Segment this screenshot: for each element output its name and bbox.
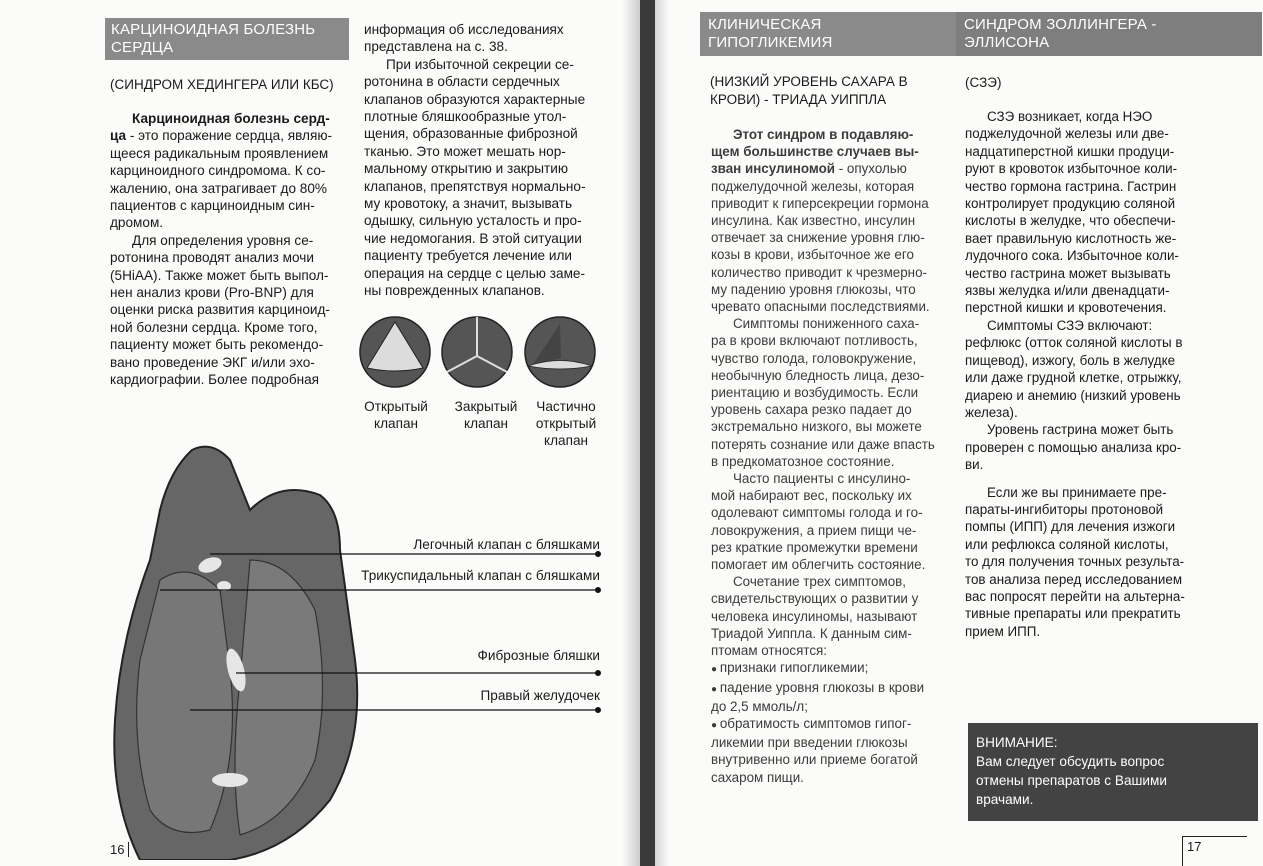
bullet-item: ● признаки гипогликемии; xyxy=(711,659,949,678)
attention-line: отмены препаратов с Вашими xyxy=(976,773,1167,788)
text-line: ликемии при введении глюкозы xyxy=(711,735,908,751)
text-line: Уровень гастрина может быть xyxy=(987,422,1174,438)
text-line: Для определения уровня се- xyxy=(132,232,314,248)
valve-label-line: Открытый xyxy=(364,399,428,414)
valve-label-line: открытый xyxy=(535,416,597,431)
text-line: внутривенно или приеме богатой xyxy=(711,752,918,768)
page-number: 17 xyxy=(1182,836,1247,866)
text-line: до 2,5 ммоль/л; xyxy=(711,698,808,714)
text-line: руют в кровоток избыточное коли- xyxy=(965,161,1178,177)
section-subtitle: (СИНДРОМ ХЕДИНГЕРА ИЛИ КБС) xyxy=(110,77,334,92)
attention-title: ВНИМАНИЕ: xyxy=(976,735,1058,750)
header-line: СИНДРОМ ЗОЛЛИНГЕРА - xyxy=(964,16,1157,33)
header-line: КАРЦИНОИДНАЯ БОЛЕЗНЬ xyxy=(111,21,316,38)
valve-label-line: клапан xyxy=(373,416,419,431)
closed-valve-icon xyxy=(442,317,512,387)
text-line: ра в крови включают потливость, xyxy=(711,333,918,349)
header-line: СЕРДЦА xyxy=(111,39,174,56)
callout-pulmonary-valve: Легочный клапан с бляшками xyxy=(413,537,600,552)
text-line: операция на сердце с целью заме- xyxy=(364,265,585,281)
text-line: нен анализ крови (Pro-BNP) для xyxy=(110,285,314,301)
text-line: чество гормона гастрина. Гастрин xyxy=(965,178,1177,194)
text-line: лудочного сока. Избыточное коли- xyxy=(965,248,1179,264)
fibrous-plaque xyxy=(212,773,248,787)
header-line: ЭЛЛИСОНА xyxy=(964,34,1050,51)
callout-tricuspid-valve: Трикуспидальный клапан с бляшками xyxy=(361,568,600,583)
text-line: чество гастрина может вызывать xyxy=(965,265,1171,281)
callout-fibrous-plaques: Фиброзные бляшки xyxy=(477,648,600,663)
text-line: чревато опасными последствиями. xyxy=(711,299,930,315)
text-line: параты-ингибиторы протоновой xyxy=(965,501,1164,517)
section-header-hypoglycemia xyxy=(700,12,996,56)
text-line: му кровотоку, а значит, вызывать xyxy=(364,196,573,212)
text-line: рез краткие промежутки времени xyxy=(711,539,918,555)
text-line: пищевод), изжогу, боль в желудке xyxy=(965,352,1176,368)
text-line: в предкоматозное состояние. xyxy=(711,453,895,469)
attention-line: Вам следует обсудить вопрос xyxy=(976,754,1165,769)
text-line: представлена на с. 38. xyxy=(364,39,508,55)
section-subtitle: (СЗЭ) xyxy=(965,75,1002,90)
text-line: вано проведение ЭКГ и/или эхо- xyxy=(110,354,315,370)
text-line: ловокружения, а прием пищи че- xyxy=(711,522,917,538)
text-column-2 xyxy=(364,21,598,300)
text-line: или рефлюкса соляной кислоты, xyxy=(965,536,1169,552)
text-line: уровень сахара резко падает до xyxy=(711,402,912,418)
subtitle-line: (НИЗКИЙ УРОВЕНЬ САХАРА В xyxy=(710,74,908,89)
text-line: ной болезни сердца. Кроме того, xyxy=(110,319,318,335)
text-line: мой набирают вес, поскольку их xyxy=(711,488,912,504)
text-line: чие недомогания. В этой ситуации xyxy=(364,230,582,246)
callout-dot xyxy=(595,670,601,676)
section-header-zollinger xyxy=(956,12,1262,56)
text-line: птомам относятся: xyxy=(711,643,827,659)
text-line: оценки риска развития карциноид- xyxy=(110,302,330,318)
text-line: надцатиперстной кишки продуци- xyxy=(965,143,1175,159)
text-column-zollinger xyxy=(965,108,1201,640)
text-line: помогает им облегчить состояние. xyxy=(711,557,926,573)
right-page xyxy=(655,0,1263,866)
text-line: мальному открытию и закрытию xyxy=(364,161,569,177)
text-line: контролирует продукцию соляной xyxy=(965,196,1176,212)
valve-label-line: клапан xyxy=(463,416,509,431)
text-line: щееся радикальным проявлением xyxy=(110,145,329,161)
valve-label-line: Закрытый xyxy=(454,399,518,414)
text-line: При избыточной секреции се- xyxy=(386,56,574,72)
text-line: Сочетание трех симптомов, xyxy=(733,574,906,590)
text-line: клапанов, препятствуя нормально- xyxy=(364,178,586,194)
text-line: пациенту может быть рекомендо- xyxy=(110,337,324,353)
text-line: инсулина. Как известно, инсулин xyxy=(711,213,916,229)
text-line: Триадой Уиппла. К данным сим- xyxy=(711,625,912,641)
text-line: Симптомы СЗЭ включают: xyxy=(987,317,1153,333)
text-line: количество приводит к чрезмерно- xyxy=(711,264,927,280)
text-line: козы в крови, избыточное же его xyxy=(711,247,914,263)
attention-line: врачами. xyxy=(976,792,1034,807)
text-line: кислоты в желудке, что обеспечи- xyxy=(965,213,1176,229)
valve-label-line: клапан xyxy=(543,433,589,448)
text-line: рефлюкс (отток соляной кислоты в xyxy=(965,335,1183,351)
valve-label-closed xyxy=(446,398,526,432)
section-subtitle xyxy=(710,73,948,109)
text-line: Этот синдром в подавляю- xyxy=(733,127,914,142)
text-line: поджелудочной железы, которая xyxy=(711,178,915,194)
text-line: тканью. Это может мешать нор- xyxy=(364,143,566,159)
text-line: клапанов образуются характерные xyxy=(364,91,586,107)
text-line: зван инсулиномой - опухолью xyxy=(711,161,907,177)
text-line: чувство голода, головокружение, xyxy=(711,350,917,366)
text-line: человека инсулиномы, называют xyxy=(711,608,918,624)
text-line: му падению уровня глюкозы, что xyxy=(711,281,916,297)
bullet-item: ● падение уровня глюкозы в крови xyxy=(711,679,949,698)
gutter-shadow xyxy=(655,0,669,866)
text-line: необычную бледность лица, дезо- xyxy=(711,367,925,383)
gutter-shadow xyxy=(622,0,640,866)
text-line: поджелудочной железы или две- xyxy=(965,126,1169,142)
text-line: приводит к гиперсекреции гормона xyxy=(711,195,929,211)
text-line: свидетельствующих о развитии у xyxy=(711,591,919,607)
text-line: сахаром пищи. xyxy=(711,769,804,785)
text-line: ви. xyxy=(965,457,984,473)
header-line: КЛИНИЧЕСКАЯ xyxy=(708,16,822,33)
open-valve-icon xyxy=(360,317,430,387)
text-line: ротонина в области сердечных xyxy=(364,74,560,90)
text-line: прием ИПП. xyxy=(965,623,1041,639)
text-line: Карциноидная болезнь серд- xyxy=(132,111,330,126)
text-line: Симптомы пониженного саха- xyxy=(733,316,920,332)
text-line: отвечает за снижение уровня глю- xyxy=(711,230,925,246)
text-line: железа). xyxy=(965,404,1018,420)
text-line: тивные препараты или прекратить xyxy=(965,606,1181,622)
text-line: ротонина проводят анализ мочи xyxy=(110,250,314,266)
text-line: потерять сознание или даже впасть xyxy=(711,436,935,452)
text-line: кардиографии. Более подробная xyxy=(110,372,320,388)
text-column-1 xyxy=(110,110,344,389)
text-line: щения, образованные фиброзной xyxy=(364,126,578,142)
section-header-carcinoid xyxy=(105,18,349,60)
text-line: дромом. xyxy=(110,215,164,231)
text-line: риентацию и возбудимость. Если xyxy=(711,385,919,401)
text-line: Часто пациенты с инсулино- xyxy=(733,471,911,487)
text-line: Если же вы принимаете пре- xyxy=(987,484,1167,500)
subtitle-line: КРОВИ) - ТРИАДА УИППЛА xyxy=(710,92,887,107)
text-line: пациенту требуется лечение или xyxy=(364,248,573,264)
header-line: ГИПОГЛИКЕМИЯ xyxy=(708,34,833,51)
valve-diagrams xyxy=(355,312,605,392)
text-line: ца - это поражение сердца, являю- xyxy=(110,128,333,144)
callout-dot xyxy=(595,707,601,713)
text-line: СЗЭ возникает, когда НЭО xyxy=(987,109,1153,124)
text-line: диарею и анемию (низкий уровень xyxy=(965,387,1181,403)
text-line: одышку, сильную усталость и про- xyxy=(364,213,582,229)
text-line: одолевают симптомы голода и го- xyxy=(711,505,923,521)
text-line: язвы желудка и/или двенадцати- xyxy=(965,283,1170,299)
page-number: 16 xyxy=(110,842,129,857)
attention-box xyxy=(968,723,1258,821)
text-line: или даже грудной клетке, отрыжку, xyxy=(965,370,1182,386)
valve-label-line: Частично xyxy=(536,399,596,414)
text-line: щем большинстве случаев вы- xyxy=(711,144,919,160)
text-line: информация об исследованиях xyxy=(364,22,564,37)
callout-dot xyxy=(595,587,601,593)
text-line: жалению, она затрагивает до 80% xyxy=(110,180,328,196)
text-line: вас попросят перейти на альтерна- xyxy=(965,588,1185,604)
text-line: ны поврежденных клапанов. xyxy=(364,283,545,299)
text-line: (5HiAA). Также может быть выпол- xyxy=(110,267,329,283)
text-line: помпы (ИПП) для лечения изжоги xyxy=(965,519,1176,535)
bullet-item: ● обратимость симптомов гипог- xyxy=(711,715,949,734)
text-line: проверен с помощью анализа кро- xyxy=(965,439,1182,455)
text-line: тов анализа перед исследованием xyxy=(965,571,1183,587)
text-line: пациентов с карциноидным син- xyxy=(110,198,315,214)
text-line: вает правильную кислотность же- xyxy=(965,230,1177,246)
text-column-hypoglycemia xyxy=(711,126,949,786)
text-line: карциноидного синдромома. К со- xyxy=(110,163,326,179)
valve-label-open xyxy=(356,398,436,432)
text-line: плотные бляшкообразные утол- xyxy=(364,109,567,125)
text-line: то для получения точных результа- xyxy=(965,554,1185,570)
callout-right-ventricle: Правый желудочек xyxy=(480,688,600,703)
text-line: экстремально низкого, вы можете xyxy=(711,419,922,435)
partially-open-valve-icon xyxy=(525,317,595,387)
text-line: перстной кишки и кровотечения. xyxy=(965,300,1167,316)
